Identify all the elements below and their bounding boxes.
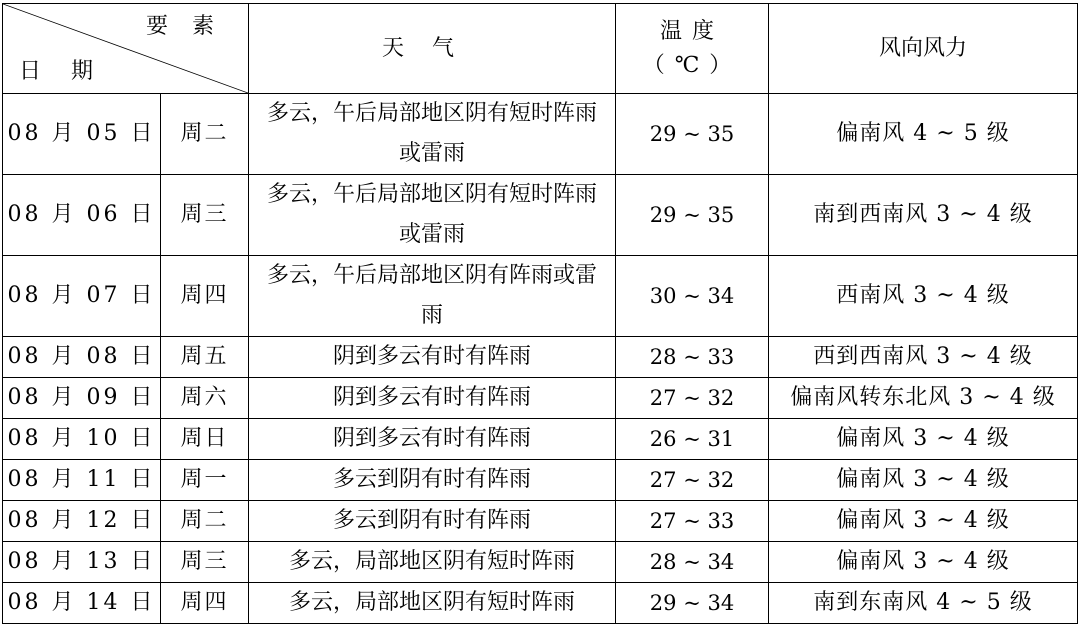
weather-cell: 阴到多云有时有阵雨: [249, 337, 616, 378]
header-corner-cell: [3, 4, 249, 94]
temperature-cell: 28 ~ 33: [616, 337, 769, 378]
date-cell: 08 月 10 日: [3, 419, 161, 460]
weather-cell: 多云，局部地区阴有短时阵雨: [249, 542, 616, 583]
wind-cell: 偏南风 3 ~ 4 级: [769, 501, 1078, 542]
date-cell: 08 月 05 日: [3, 94, 161, 175]
wind-cell: 偏南风 3 ~ 4 级: [769, 419, 1078, 460]
table-row: [3, 419, 1078, 460]
table-row: [3, 542, 1078, 583]
wind-cell: 西南风 3 ~ 4 级: [769, 256, 1078, 337]
forecast-table: [2, 3, 1078, 624]
wind-cell: 南到东南风 4 ~ 5 级: [769, 583, 1078, 624]
date-cell: 08 月 08 日: [3, 337, 161, 378]
wind-cell: 偏南风 4 ~ 5 级: [769, 94, 1078, 175]
date-cell: 08 月 14 日: [3, 583, 161, 624]
date-cell: 08 月 09 日: [3, 378, 161, 419]
wind-cell: 偏南风转东北风 3 ~ 4 级: [769, 378, 1078, 419]
weather-cell: 多云，午后局部地区阴有阵雨或雷雨: [249, 256, 616, 337]
weekday-cell: 周三: [161, 542, 249, 583]
wind-cell: 南到西南风 3 ~ 4 级: [769, 175, 1078, 256]
weather-cell: 阴到多云有时有阵雨: [249, 378, 616, 419]
weather-cell: 多云到阴有时有阵雨: [249, 460, 616, 501]
table-row: [3, 501, 1078, 542]
table-row: [3, 378, 1078, 419]
temperature-cell: 26 ~ 31: [616, 419, 769, 460]
weekday-cell: 周日: [161, 419, 249, 460]
header-temperature: [616, 4, 769, 94]
temperature-cell: 30 ~ 34: [616, 256, 769, 337]
table-row: [3, 175, 1078, 256]
weekday-cell: 周二: [161, 501, 249, 542]
wind-cell: 西到西南风 3 ~ 4 级: [769, 337, 1078, 378]
temperature-cell: 27 ~ 32: [616, 378, 769, 419]
weather-cell: 多云，局部地区阴有短时阵雨: [249, 583, 616, 624]
weekday-cell: 周三: [161, 175, 249, 256]
table-row: [3, 94, 1078, 175]
wind-cell: 偏南风 3 ~ 4 级: [769, 460, 1078, 501]
header-wind: 风向风力: [769, 4, 1078, 94]
table-row: [3, 256, 1078, 337]
date-cell: 08 月 12 日: [3, 501, 161, 542]
temperature-cell: 27 ~ 32: [616, 460, 769, 501]
weather-cell: 多云，午后局部地区阴有短时阵雨或雷雨: [249, 94, 616, 175]
weekday-cell: 周一: [161, 460, 249, 501]
temperature-cell: 28 ~ 34: [616, 542, 769, 583]
header-temperature-unit: （℃）: [642, 52, 742, 78]
wind-cell: 偏南风 3 ~ 4 级: [769, 542, 1078, 583]
header-weather: 天气: [249, 4, 616, 94]
date-cell: 08 月 13 日: [3, 542, 161, 583]
table-row: [3, 460, 1078, 501]
header-date-label: 日期: [19, 59, 124, 84]
date-cell: 08 月 07 日: [3, 256, 161, 337]
temperature-cell: 29 ~ 35: [616, 175, 769, 256]
weekday-cell: 周二: [161, 94, 249, 175]
weather-cell: 阴到多云有时有阵雨: [249, 419, 616, 460]
weekday-cell: 周六: [161, 378, 249, 419]
weather-cell: 多云到阴有时有阵雨: [249, 501, 616, 542]
header-temperature-label: 温度: [659, 18, 724, 44]
weekday-cell: 周五: [161, 337, 249, 378]
weather-cell: 多云，午后局部地区阴有短时阵雨或雷雨: [249, 175, 616, 256]
temperature-cell: 29 ~ 35: [616, 94, 769, 175]
header-elements-label: 要素: [145, 14, 238, 39]
temperature-cell: 29 ~ 34: [616, 583, 769, 624]
date-cell: 08 月 11 日: [3, 460, 161, 501]
date-cell: 08 月 06 日: [3, 175, 161, 256]
temperature-cell: 27 ~ 33: [616, 501, 769, 542]
table-row: [3, 583, 1078, 624]
weekday-cell: 周四: [161, 256, 249, 337]
table-row: [3, 337, 1078, 378]
header-row: [3, 4, 1078, 94]
weekday-cell: 周四: [161, 583, 249, 624]
